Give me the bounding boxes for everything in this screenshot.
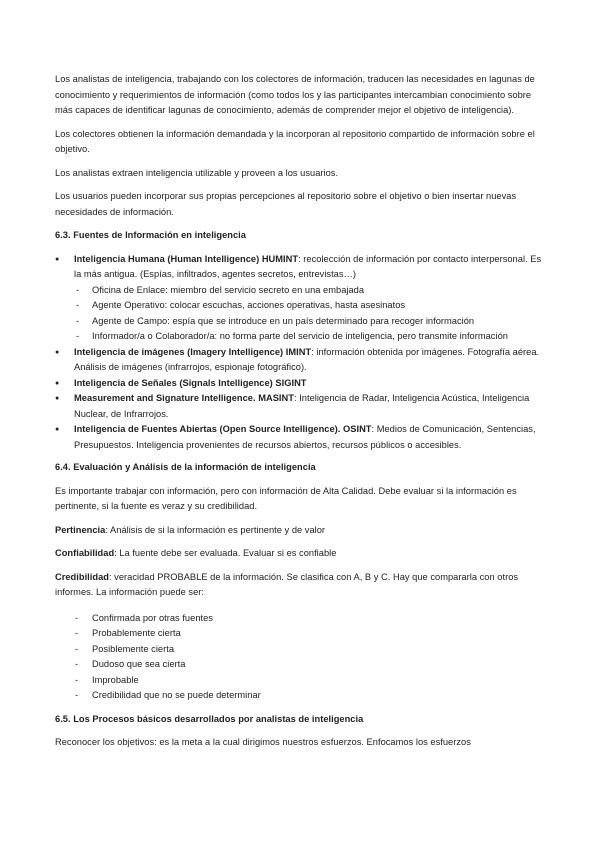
paragraph: Reconocer los objetivos: es la meta a la cual dirigimos nuestros esfuerzos. Enfocamos los esfuerzos [55,737,471,747]
paragraph: Los colectores obtienen la información demandada y la incorporan al repositorio compartido de información sobre el objetivo. [55,128,535,154]
document-page [55,72,550,759]
list-item: - Credibilidad que no se puede determinar [73,688,550,704]
pertinencia-paragraph [55,523,550,539]
paragraph: Los analistas de inteligencia, trabajando con los colectores de información, traducen las necesidades en lagunas de conocimiento y requerimientos de información (como todos los y las participantes intercambian conocimiento sobre más capaces de identificar lagunas de conocimiento, además de comprender mejor el objetivo de inteligencia). [55,74,535,115]
confiabilidad-paragraph [55,546,550,562]
masint-label: Measurement and Signature Intelligence. MASINT [74,393,294,403]
section-heading-6-4: 6.4. Evaluación y Análisis de la información de inteligencia [55,462,316,472]
credibilidad-text: : veracidad PROBABLE de la información. Se clasifica con A, B y C. Hay que compararla con otros informes. La información puede ser: [55,571,519,597]
osint-label: Inteligencia de Fuentes Abiertas (Open Source Intelligence). OSINT [74,424,372,434]
paragraph: Los analistas extraen inteligencia utilizable y proveen a los usuarios. [55,167,339,178]
list-item: - Dudoso que sea cierta [73,657,550,673]
pertinencia-text: : Análisis de si la información es pertinente y de valor [105,524,326,535]
list-item-humint [55,252,550,345]
paragraph: Los usuarios pueden incorporar sus propias percepciones al repositorio sobre el objetivo o bien insertar nuevas necesidades de información. [55,191,517,217]
humint-label: Inteligencia Humana (Human Intelligence) HUMINT [74,253,299,264]
list-item-sigint [55,376,550,392]
list-item: - Agente de Campo: espía que se introduce en un país determinado para recoger información [74,314,550,330]
list-item: - Confirmada por otras fuentes [73,611,550,627]
section-heading-6-5: 6.5. Los Procesos básicos desarrollados por analistas de inteligencia [55,713,364,724]
list-item-imint [55,345,550,376]
list-item: - Probablemente cierta [73,626,550,642]
imint-label: Inteligencia de imágenes (Imagery Intelligence) IMINT [74,346,312,357]
paragraph: Es importante trabajar con información, pero con información de Alta Calidad. Debe evaluar si la información es pertinente, si la fuente es veraz y su credibilidad. [55,485,517,511]
imint-text: : información obtenida por imágenes. Fotografía aérea. Análisis de imágenes (infrarrojos, espionaje fotográfico). [74,346,540,372]
credibilidad-paragraph [55,570,550,601]
confiabilidad-text: : La fuente debe ser evaluada. Evaluar si es confiable [114,548,337,558]
list-item: - Agente Operativo: colocar escuchas, acciones operativas, hasta asesinatos [74,298,550,314]
list-item: - Improbable [73,673,550,689]
list-item: - Posiblemente cierta [73,642,550,658]
list-item-osint [55,422,550,453]
section-heading-6-3: 6.3. Fuentes de Información en inteligencia [55,230,246,240]
confiabilidad-label: Confiabilidad [55,548,115,558]
credibility-levels-list [55,611,550,704]
credibilidad-label: Credibilidad [55,571,109,582]
list-item: - Informador/a o Colaborador/a: no forma parte del servicio de inteligencia, pero transmite información [74,329,550,345]
sources-list [55,252,550,454]
osint-text: : Medios de Comunicación, Sentencias, Presupuestos. Inteligencia provenientes de recursos abiertos, recursos públicos o accesibles. [74,424,536,450]
humint-sublist [74,283,550,345]
list-item: - Oficina de Enlace: miembro del servicio secreto en una embajada [74,283,550,299]
pertinencia-label: Pertinencia [55,524,106,535]
humint-text: : recolección de información por contacto interpersonal. Es la más antigua. (Espías, infiltrados, agentes secretos, entrevistas…) [74,253,542,279]
sigint-label: Inteligencia de Señales (Signals Intelligence) SIGINT [74,377,307,388]
masint-text: : Inteligencia de Radar, Inteligencia Acústica, Inteligencia Nuclear, de Infrarrojos. [74,393,530,419]
list-item-masint [55,391,550,422]
